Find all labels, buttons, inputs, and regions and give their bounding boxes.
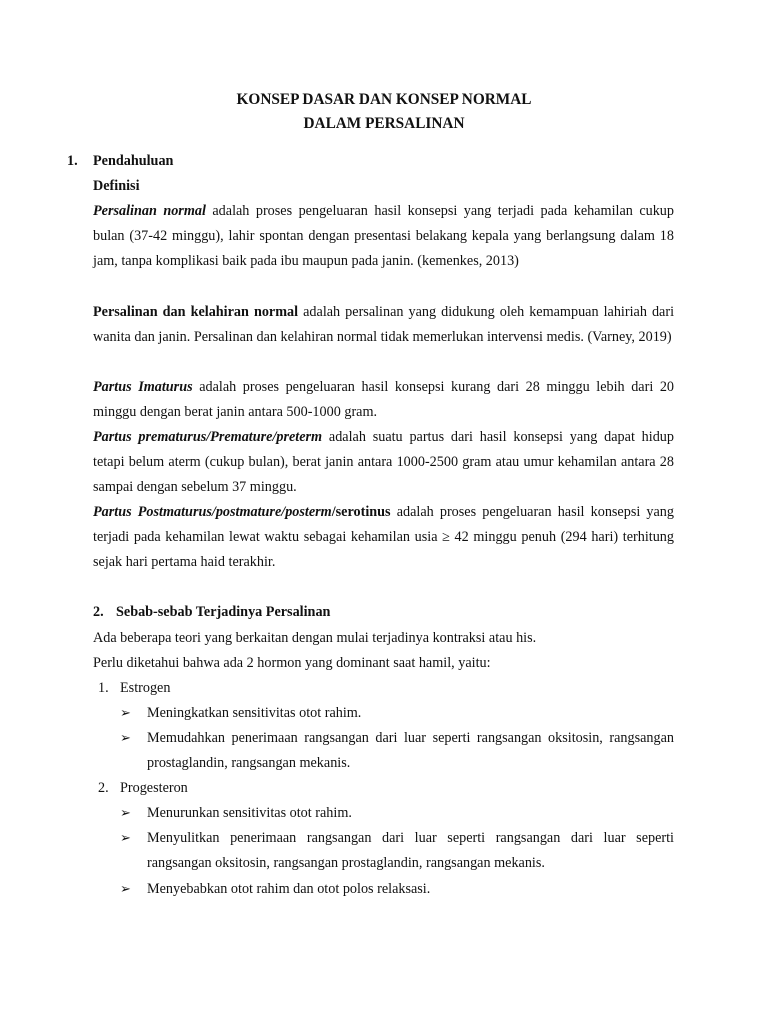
section1-number: 1. — [67, 153, 78, 169]
bullet-item — [120, 877, 674, 902]
arrow-bullet-icon: ➢ — [120, 706, 131, 721]
paragraph-text: adalah proses pengeluaran hasil konsepsi yang terjadi pada kehamilan lewat waktu sebagai kehamilan usia ≥ 42 minggu penuh (294 hari) terhitung sejak hari pertama haid terakhir. — [93, 504, 674, 571]
paragraph-text: adalah persalinan yang didukung oleh kemampuan lahiriah dari wanita dan janin. Persalinan dan kelahiran normal tidak memerlukan intervensi medis. (Varney, 2019) — [93, 304, 675, 346]
term: Partus prematurus/Premature/preterm — [93, 429, 323, 445]
bullet-text: Memudahkan penerimaan rangsangan dari luar seperti rangsangan oksitosin, rangsangan prostaglandin, rangsangan mekanis. — [147, 730, 674, 772]
bullet-text: Meningkatkan sensitivitas otot rahim. — [147, 705, 362, 721]
paragraph-partus-postmaturus — [93, 500, 674, 576]
section1-heading: Pendahuluan — [93, 153, 174, 169]
paragraph-partus-prematurus — [93, 425, 674, 501]
paragraph-persalinan-kelahiran — [93, 300, 674, 350]
arrow-bullet-icon: ➢ — [120, 882, 131, 897]
list-item-progesteron: Progesteron — [120, 780, 188, 796]
bullet-item — [120, 726, 674, 776]
section2-heading: Sebab-sebab Terjadinya Persalinan — [116, 604, 331, 620]
bullet-text: Menyulitkan penerimaan rangsangan dari luar seperti rangsangan dari luar seperti rangsangan oksitosin, rangsangan prostaglandin, rangsangan mekanis. — [147, 830, 674, 872]
bullet-item — [120, 826, 674, 876]
paragraph-partus-imaturus — [93, 375, 674, 425]
paragraph-persalinan-normal — [93, 199, 674, 275]
paragraph-text: adalah proses pengeluaran hasil konsepsi yang terjadi pada kehamilan cukup bulan (37-42 minggu), lahir spontan dengan presentasi belakang kepala yang berlangsung dalam 18 jam, tanpa komplikasi baik pada ibu maupun pada janin. (kemenkes, 2013) — [93, 203, 674, 270]
term: Partus Imaturus — [93, 379, 193, 395]
doc-title-line1: KONSEP DASAR DAN KONSEP NORMAL — [236, 91, 532, 108]
term: Persalinan normal — [93, 203, 206, 219]
term: Persalinan dan kelahiran normal — [93, 304, 299, 320]
bullet-item — [120, 701, 674, 726]
bullet-item — [120, 801, 674, 826]
arrow-bullet-icon: ➢ — [120, 806, 131, 821]
list-item-estrogen: Estrogen — [120, 680, 171, 696]
section2-intro1: Ada beberapa teori yang berkaitan dengan mulai terjadinya kontraksi atau his. — [93, 630, 537, 646]
paragraph-text: adalah suatu partus dari hasil konsepsi yang dapat hidup tetapi belum aterm (cukup bulan), berat janin antara 1000-2500 gram atau umur kehamilan antara 28 sampai dengan sebelum 37 minggu. — [93, 429, 674, 496]
doc-title-line2: DALAM PERSALINAN — [303, 115, 465, 132]
list-number-2: 2. — [98, 780, 109, 796]
bullet-text: Menurunkan sensitivitas otot rahim. — [147, 805, 352, 821]
list-number-1: 1. — [98, 680, 109, 696]
section2-intro2: Perlu diketahui bahwa ada 2 hormon yang dominant saat hamil, yaitu: — [93, 655, 491, 671]
arrow-bullet-icon: ➢ — [120, 831, 131, 846]
term: Partus Postmaturus/postmature/posterm — [93, 504, 332, 520]
definisi-heading: Definisi — [93, 178, 140, 194]
bullet-text: Menyebabkan otot rahim dan otot polos relaksasi. — [147, 881, 431, 897]
section2-number: 2. — [93, 604, 104, 620]
term-suffix: /serotinus — [331, 504, 391, 520]
arrow-bullet-icon: ➢ — [120, 731, 131, 746]
paragraph-text: adalah proses pengeluaran hasil konsepsi kurang dari 28 minggu lebih dari 20 minggu dengan berat janin antara 500-1000 gram. — [93, 379, 675, 421]
